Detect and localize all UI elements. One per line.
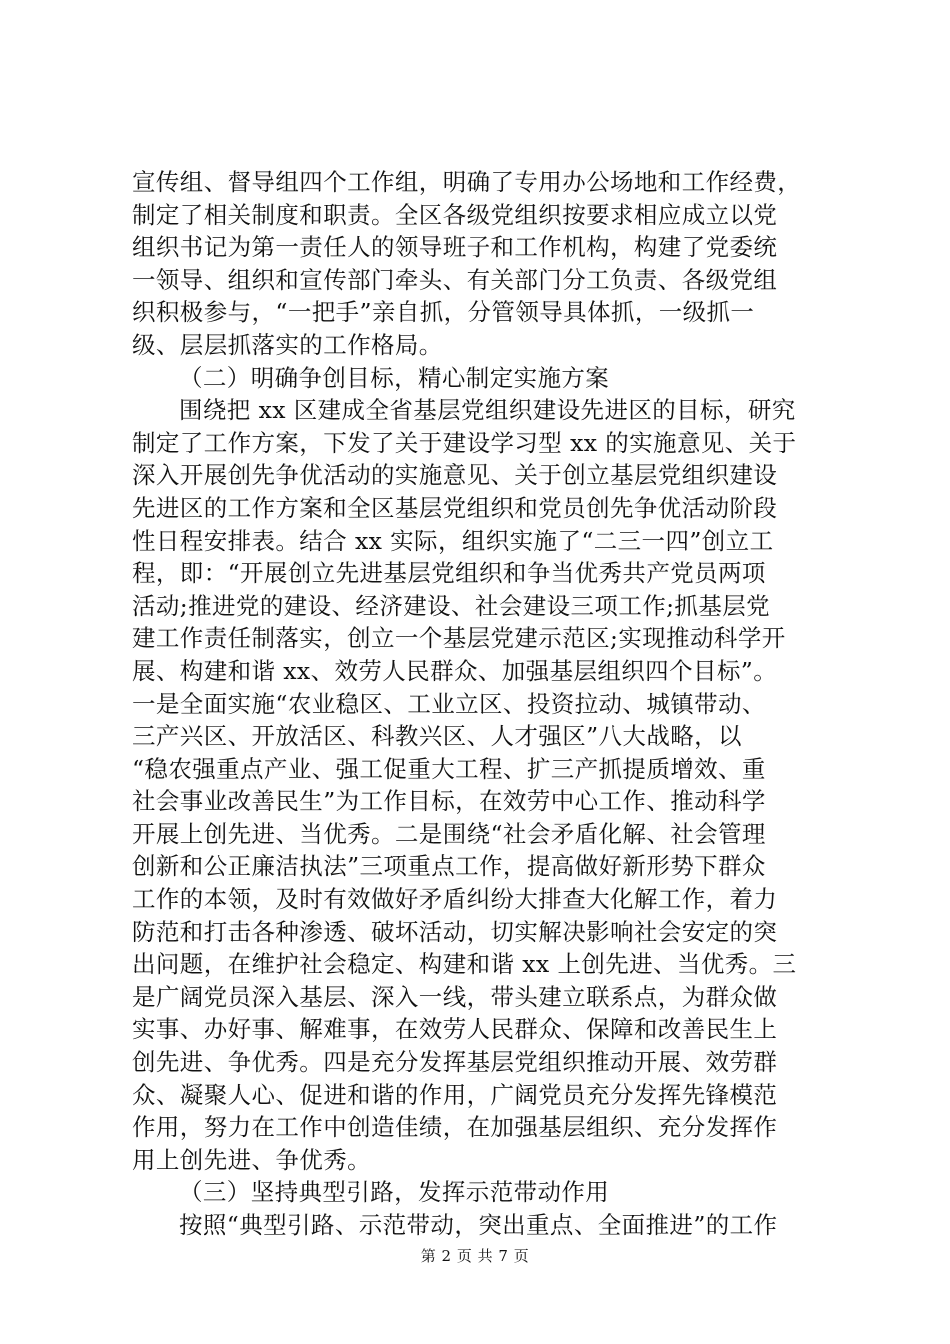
text-line: 先进区的工作方案和全区基层党组织和党员创先争优活动阶段 <box>132 493 778 522</box>
text-line: 出问题，在维护社会稳定、构建和谐 xx 上创先进、当优秀。三 <box>132 950 797 979</box>
text-line: 织积极参与，“一把手”亲自抓，分管领导具体抓，一级抓一 <box>132 298 755 327</box>
text-line: 宣传组、督导组四个工作组，明确了专用办公场地和工作经费， <box>132 168 802 196</box>
text-line: 围绕把 xx 区建成全省基层党组织建设先进区的目标，研究 <box>179 396 796 425</box>
text-line: 三产兴区、开放活区、科教兴区、人才强区”八大战略，以 <box>132 722 742 751</box>
text-line: 创新和公正廉洁执法”三项重点工作，提高做好新形势下群众 <box>132 852 766 881</box>
text-line: 社会事业改善民生”为工作目标，在效劳中心工作、推动科学 <box>132 787 766 816</box>
text-line: （三）坚持典型引路，发挥示范带动作用 <box>179 1178 610 1207</box>
text-line: 活动;推进党的建设、经济建设、社会建设三项工作;抓基层党 <box>132 591 771 620</box>
text-line: 一领导、组织和宣传部门牵头、有关部门分工负责、各级党组 <box>132 265 778 294</box>
text-line: 防范和打击各种渗透、破坏活动，切实解决影响社会安定的突 <box>132 917 778 946</box>
text-line: 作用，努力在工作中创造佳绩，在加强基层组织、充分发挥作 <box>132 1113 778 1142</box>
text-line: 是广阔党员深入基层、深入一线，带头建立联系点，为群众做 <box>132 982 778 1011</box>
text-line: 按照“典型引路、示范带动，突出重点、全面推进”的工作 <box>179 1211 778 1239</box>
text-line: 创先进、争优秀。四是充分发挥基层党组织推动开展、效劳群 <box>132 1048 778 1077</box>
text-line: 工作的本领，及时有效做好矛盾纠纷大排查大化解工作，着力 <box>132 885 778 914</box>
text-line: （二）明确争创目标，精心制定实施方案 <box>179 363 610 392</box>
text-line: 制定了相关制度和职责。全区各级党组织按要求相应成立以党 <box>132 200 778 229</box>
text-line: 级、层层抓落实的工作格局。 <box>132 330 443 359</box>
text-line: 开展上创先进、当优秀。二是围绕“社会矛盾化解、社会管理 <box>132 819 766 848</box>
text-line: 性日程安排表。结合 xx 实际，组织实施了“二三一四”创立工 <box>132 526 774 555</box>
text-line: 程，即：“开展创立先进基层党组织和争当优秀共产党员两项 <box>132 559 766 588</box>
text-line: 众、凝聚人心、促进和谐的作用，广阔党员充分发挥先锋模范 <box>132 1080 778 1109</box>
text-line: 建工作责任制落实，创立一个基层党建示范区;实现推动科学开 <box>132 624 786 653</box>
text-line: 组织书记为第一责任人的领导班子和工作机构，构建了党委统 <box>132 233 778 262</box>
page-number-footer: 第 2 页 共 7 页 <box>420 1247 530 1265</box>
text-line: 展、构建和谐 xx、效劳人民群众、加强基层组织四个目标”。 <box>132 656 778 685</box>
text-line: 深入开展创先争优活动的实施意见、关于创立基层党组织建设 <box>132 461 778 490</box>
text-line: 制定了工作方案，下发了关于建设学习型 xx 的实施意见、关于 <box>132 428 797 457</box>
document-body <box>132 166 832 1242</box>
text-line: “稳农强重点产业、强工促重大工程、扩三产抓提质增效、重 <box>132 754 766 783</box>
text-line: 一是全面实施“农业稳区、工业立区、投资拉动、城镇带动、 <box>132 689 766 718</box>
text-line: 实事、办好事、解难事，在效劳人民群众、保障和改善民生上 <box>132 1015 778 1044</box>
text-line: 用上创先进、争优秀。 <box>132 1145 371 1174</box>
